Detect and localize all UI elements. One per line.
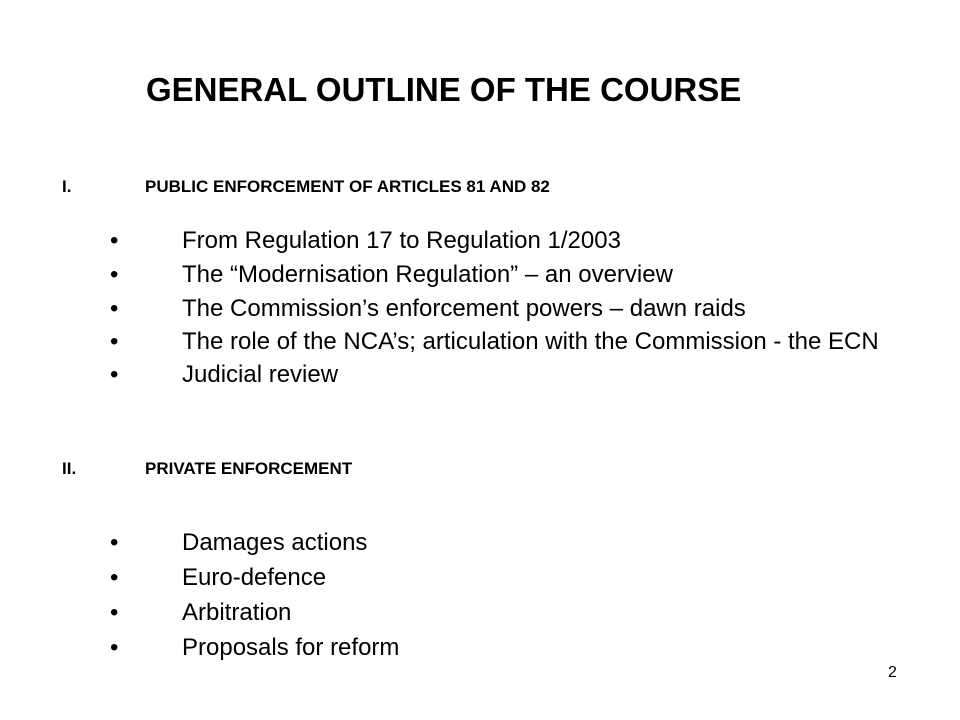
section-2-bullet-list — [0, 530, 922, 661]
page-number: 2 — [888, 664, 897, 681]
bullet-text: The role of the NCA’s; articulation with the Commission - the ECN — [182, 328, 879, 355]
list-item — [0, 600, 922, 626]
list-item — [0, 362, 922, 388]
bullet-icon: • — [110, 599, 119, 626]
bullet-text: The “Modernisation Regulation” – an overview — [182, 261, 673, 288]
section-number-1: I. — [62, 177, 72, 196]
section-heading-2 — [62, 458, 352, 480]
bullet-text: Judicial review — [182, 361, 339, 388]
section-heading-1 — [62, 176, 550, 198]
bullet-icon: • — [110, 361, 119, 388]
bullet-text: Proposals for reform — [182, 634, 400, 661]
bullet-icon: • — [110, 227, 119, 254]
bullet-text: Arbitration — [182, 599, 292, 626]
section-1-bullet-list — [0, 228, 922, 388]
bullet-icon: • — [110, 529, 119, 556]
list-item — [0, 228, 922, 254]
bullet-icon: • — [110, 295, 119, 322]
bullet-text: From Regulation 17 to Regulation 1/2003 — [182, 227, 621, 254]
list-item — [0, 635, 922, 661]
bullet-icon: • — [110, 564, 119, 591]
list-item — [0, 296, 922, 322]
section-title-2: PRIVATE ENFORCEMENT — [145, 459, 353, 478]
list-item — [0, 565, 922, 591]
bullet-icon: • — [110, 634, 119, 661]
slide-title: GENERAL OUTLINE OF THE COURSE — [146, 71, 742, 108]
bullet-text: Euro-defence — [182, 564, 327, 591]
list-item — [0, 530, 922, 556]
bullet-text: The Commission’s enforcement powers – dawn raids — [182, 295, 746, 322]
list-item — [0, 262, 922, 288]
bullet-icon: • — [110, 261, 119, 288]
section-title-1: PUBLIC ENFORCEMENT OF ARTICLES 81 AND 82 — [145, 177, 550, 196]
section-number-2: II. — [62, 459, 77, 478]
bullet-text: Damages actions — [182, 529, 368, 556]
list-item — [0, 330, 922, 354]
bullet-icon: • — [110, 328, 119, 355]
